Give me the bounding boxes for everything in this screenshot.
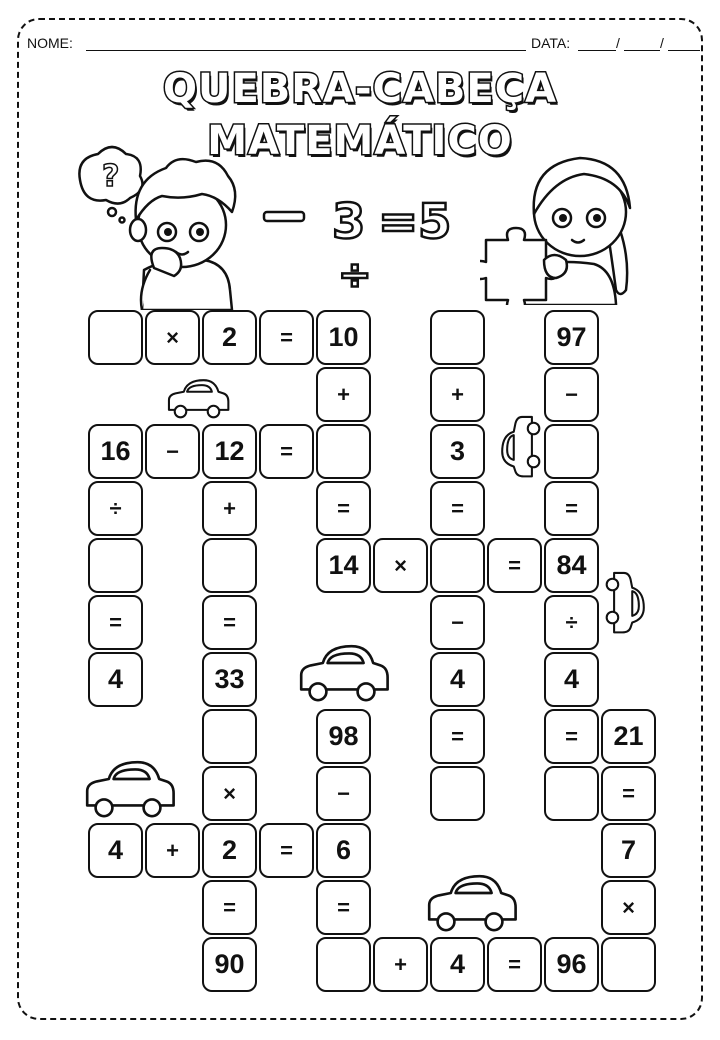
puzzle-cell: = <box>430 481 485 536</box>
puzzle-cell: = <box>202 595 257 650</box>
puzzle-cell: = <box>259 823 314 878</box>
puzzle-cell: 97 <box>544 310 599 365</box>
car-icon <box>164 376 230 424</box>
car-icon <box>598 568 650 634</box>
puzzle-cell: − <box>544 367 599 422</box>
puzzle-cell: ÷ <box>88 481 143 536</box>
puzzle-cell: + <box>145 823 200 878</box>
puzzle-cell: 21 <box>601 709 656 764</box>
puzzle-cell: 90 <box>202 937 257 992</box>
car-icon <box>496 412 548 478</box>
name-label: NOME: <box>27 35 73 51</box>
car-icon <box>80 756 176 826</box>
puzzle-cell: 7 <box>601 823 656 878</box>
puzzle-cell: 2 <box>202 823 257 878</box>
equation-five: 5 <box>418 194 452 250</box>
puzzle-cell: × <box>145 310 200 365</box>
puzzle-cell[interactable] <box>544 766 599 821</box>
puzzle-cell: 4 <box>88 652 143 707</box>
puzzle-cell: 12 <box>202 424 257 479</box>
puzzle-cell: 3 <box>430 424 485 479</box>
puzzle-cell: = <box>88 595 143 650</box>
puzzle-cell: 2 <box>202 310 257 365</box>
puzzle-cell: 4 <box>430 937 485 992</box>
puzzle-cell: = <box>259 424 314 479</box>
boy-thinking-icon <box>72 140 242 310</box>
puzzle-cell: 10 <box>316 310 371 365</box>
puzzle-cell: = <box>601 766 656 821</box>
puzzle-cell[interactable] <box>202 709 257 764</box>
puzzle-cell: 16 <box>88 424 143 479</box>
puzzle-cell: = <box>544 481 599 536</box>
puzzle-cell[interactable] <box>88 310 143 365</box>
puzzle-cell[interactable] <box>316 424 371 479</box>
puzzle-cell: + <box>316 367 371 422</box>
puzzle-cell: = <box>430 709 485 764</box>
puzzle-cell: − <box>430 595 485 650</box>
puzzle-cell: = <box>316 880 371 935</box>
girl-with-puzzle-icon <box>480 140 650 305</box>
date-separator: / <box>660 35 664 51</box>
puzzle-cell: 6 <box>316 823 371 878</box>
puzzle-cell: − <box>145 424 200 479</box>
puzzle-cell[interactable] <box>544 424 599 479</box>
puzzle-cell: = <box>544 709 599 764</box>
puzzle-cell: + <box>202 481 257 536</box>
puzzle-cell: − <box>316 766 371 821</box>
puzzle-cell: + <box>373 937 428 992</box>
puzzle-cell: 33 <box>202 652 257 707</box>
puzzle-cell: ÷ <box>544 595 599 650</box>
puzzle-cell: 96 <box>544 937 599 992</box>
equation-divide: ÷ <box>338 252 372 292</box>
puzzle-cell[interactable] <box>202 538 257 593</box>
puzzle-cell[interactable] <box>316 937 371 992</box>
puzzle-cell: = <box>202 880 257 935</box>
puzzle-cell[interactable] <box>430 538 485 593</box>
date-label: DATA: <box>531 35 571 51</box>
puzzle-cell[interactable] <box>430 766 485 821</box>
date-year-line[interactable] <box>668 50 700 51</box>
puzzle-cell: = <box>487 538 542 593</box>
puzzle-cell: 84 <box>544 538 599 593</box>
date-day-line[interactable] <box>578 50 616 51</box>
car-icon <box>422 870 518 940</box>
title-line-2: MATEMÁTICO <box>207 118 513 164</box>
puzzle-equation-illustration <box>258 192 468 292</box>
equation-equals: = <box>378 194 419 250</box>
name-input-line[interactable] <box>86 50 526 51</box>
puzzle-cell: + <box>430 367 485 422</box>
puzzle-cell: 98 <box>316 709 371 764</box>
puzzle-cell[interactable] <box>601 937 656 992</box>
puzzle-cell[interactable] <box>88 538 143 593</box>
puzzle-cell: 14 <box>316 538 371 593</box>
puzzle-cell: 4 <box>430 652 485 707</box>
puzzle-cell[interactable] <box>430 310 485 365</box>
svg-text:?: ? <box>102 159 120 194</box>
puzzle-cell: = <box>487 937 542 992</box>
puzzle-cell: = <box>316 481 371 536</box>
puzzle-cell: 4 <box>88 823 143 878</box>
puzzle-cell: × <box>601 880 656 935</box>
puzzle-cell: = <box>259 310 314 365</box>
date-month-line[interactable] <box>624 50 660 51</box>
car-icon <box>294 640 390 710</box>
puzzle-cell: × <box>373 538 428 593</box>
puzzle-cell: × <box>202 766 257 821</box>
equation-three: 3 <box>332 194 366 250</box>
title-line-1: QUEBRA-CABEÇA <box>162 66 558 112</box>
puzzle-cell: 4 <box>544 652 599 707</box>
date-separator: / <box>616 35 620 51</box>
